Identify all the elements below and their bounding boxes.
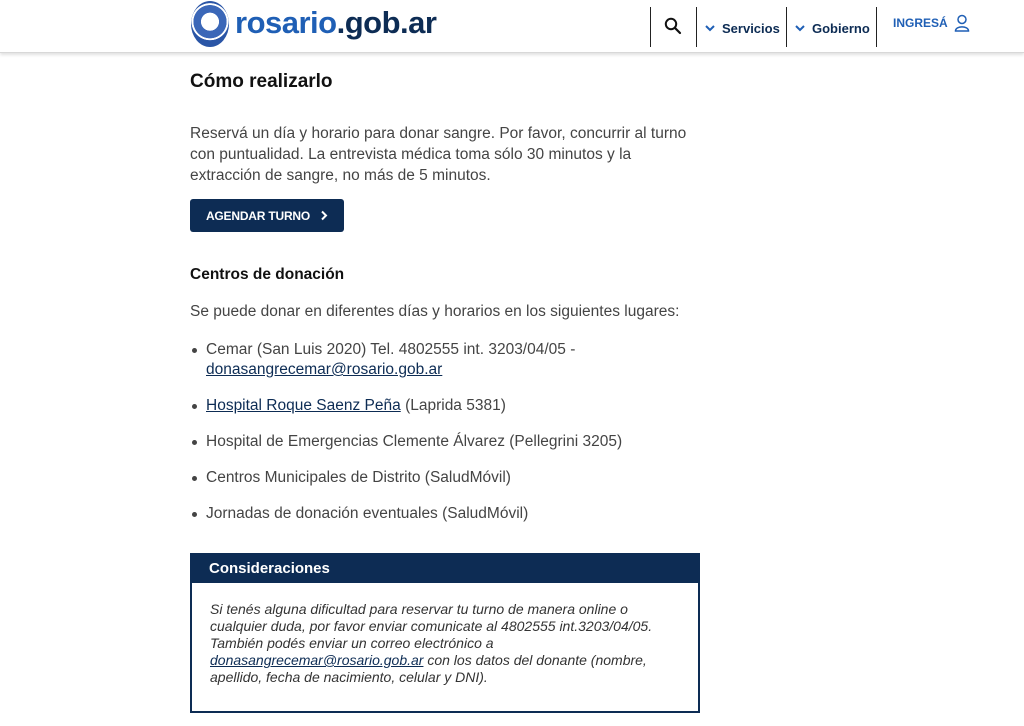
list-item bbox=[190, 340, 710, 380]
center-cemar-text: Cemar (San Luis 2020) Tel. 4802555 int. 3203/04/05 - bbox=[206, 341, 576, 358]
divider bbox=[696, 7, 697, 47]
considerations-text bbox=[210, 601, 680, 686]
search-button[interactable] bbox=[651, 6, 695, 46]
list-item bbox=[190, 432, 710, 452]
list-item bbox=[190, 396, 710, 416]
divider bbox=[876, 7, 877, 47]
considerations-box bbox=[190, 553, 700, 713]
centers-intro: Se puede donar en diferentes días y horarios en los siguientes lugares: bbox=[190, 303, 680, 320]
user-icon bbox=[954, 14, 970, 32]
considerations-title: Consideraciones bbox=[192, 555, 698, 583]
login-label: INGRESÁ bbox=[893, 16, 948, 30]
considerations-text-before: Si tenés alguna dificultad para reservar tu turno de manera online o cualquier duda, por favor enviar comunicate al 4802555 int.3203/04/05. También podés enviar un correo electrónico a bbox=[210, 601, 653, 651]
section-title: Cómo realizarlo bbox=[190, 71, 333, 92]
intro-paragraph: Reservá un día y horario para donar sangre. Por favor, concurrir al turno con puntualidad. La entrevista médica toma sólo 30 minutos y la extracción de sangre, no más de 5 minutos. bbox=[190, 125, 687, 184]
city-seal-logo[interactable] bbox=[191, 1, 229, 47]
logo-text-part2: .gob.ar bbox=[336, 5, 437, 40]
chevron-down-icon bbox=[794, 22, 806, 34]
chevron-down-icon bbox=[704, 22, 716, 34]
centers-title: Centros de donación bbox=[190, 266, 345, 283]
nav-servicios[interactable] bbox=[704, 14, 780, 42]
search-icon bbox=[664, 17, 682, 35]
considerations-text-after: con los datos del donante (nombre, apellido, fecha de nacimiento, celular y DNI). bbox=[210, 652, 647, 685]
nav-servicios-label: Servicios bbox=[722, 20, 780, 36]
considerations-email-link[interactable]: donasangrecemar@rosario.gob.ar bbox=[210, 652, 424, 668]
divider bbox=[786, 7, 787, 47]
centers-list bbox=[190, 340, 710, 524]
agendar-turno-button[interactable] bbox=[190, 199, 344, 232]
center-saenz-pena-address: (Laprida 5381) bbox=[405, 397, 506, 414]
cemar-email-link[interactable]: donasangrecemar@rosario.gob.ar bbox=[206, 361, 443, 378]
agendar-turno-label: AGENDAR TURNO bbox=[205, 208, 311, 223]
nav-gobierno-label: Gobierno bbox=[812, 20, 870, 36]
list-item bbox=[190, 468, 710, 488]
site-header bbox=[0, 0, 1024, 53]
center-jornadas: Jornadas de donación eventuales (SaludMóvil) bbox=[206, 505, 529, 522]
logo-text-part1: rosario bbox=[235, 5, 337, 40]
center-clemente-alvarez: Hospital de Emergencias Clemente Álvarez (Pellegrini 3205) bbox=[206, 433, 623, 450]
chevron-right-icon bbox=[320, 210, 328, 221]
site-logo[interactable] bbox=[235, 5, 436, 41]
login-button[interactable] bbox=[893, 14, 970, 32]
center-cmd: Centros Municipales de Distrito (SaludMóvil) bbox=[206, 469, 511, 486]
nav-gobierno[interactable] bbox=[794, 14, 870, 42]
hospital-saenz-pena-link[interactable]: Hospital Roque Saenz Peña bbox=[206, 397, 401, 414]
list-item bbox=[190, 504, 710, 524]
